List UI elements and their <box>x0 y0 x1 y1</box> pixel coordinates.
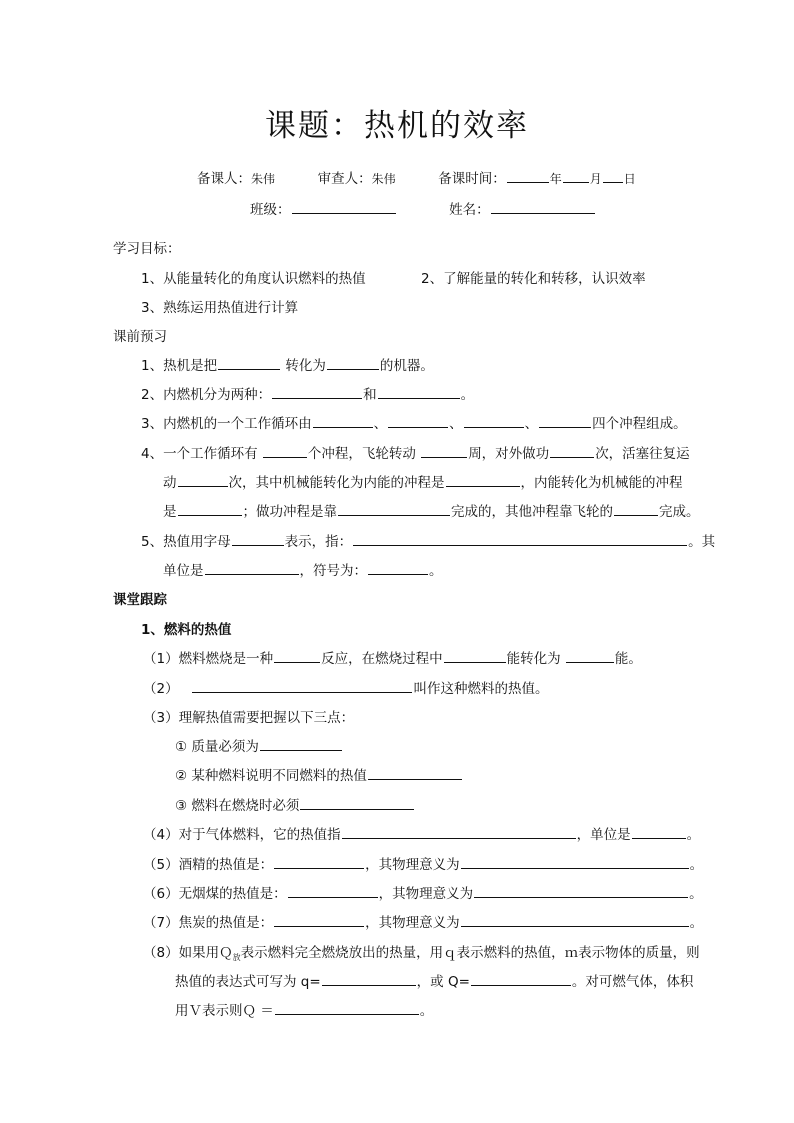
answer-blank[interactable] <box>192 680 412 693</box>
year-unit: 年 <box>549 172 562 186</box>
answer-blank[interactable] <box>471 973 571 986</box>
answer-blank[interactable] <box>461 856 689 869</box>
answer-blank[interactable] <box>353 533 687 546</box>
time-label: 备课时间： <box>438 171 506 187</box>
objective-3: 3、熟练运用热值进行计算 <box>141 300 299 316</box>
answer-blank[interactable] <box>322 973 416 986</box>
answer-blank[interactable] <box>327 357 379 370</box>
classroom-p3-1: ① 质量必须为 <box>175 738 343 756</box>
answer-blank[interactable] <box>274 650 320 663</box>
preview-q2: 2、内燃机分为两种： 和 。 <box>141 387 475 403</box>
class-label: 班级： <box>250 202 291 218</box>
answer-blank[interactable] <box>368 767 462 780</box>
header-row <box>197 170 636 188</box>
answer-blank[interactable] <box>342 826 576 839</box>
reviewer-name: 朱伟 <box>371 172 396 186</box>
answer-blank[interactable] <box>464 415 524 428</box>
answer-blank[interactable] <box>444 650 506 663</box>
month-unit: 月 <box>589 172 602 186</box>
classroom-p8-line3: 用Ｖ表示则Ｑ ＝ 。 <box>175 1003 434 1019</box>
name-label: 姓名： <box>449 202 490 218</box>
classroom-p7: （7）焦炭的热值是： ，其物理意义为 。 <box>143 915 704 931</box>
answer-blank[interactable] <box>263 445 307 458</box>
subscript-fang: 放 <box>232 953 241 962</box>
classroom-p8-line1: （8）如果用Ｑ$_放$表示燃料完全燃烧放出的热量，用ｑ表示燃料的热值，ｍ表示物体的质量，则 <box>143 945 700 962</box>
answer-blank[interactable] <box>275 1002 419 1015</box>
answer-blank[interactable] <box>421 445 467 458</box>
preview-q5-line2: 单位是 ，符号为： 。 <box>163 563 443 579</box>
month-blank[interactable] <box>563 170 589 183</box>
answer-blank[interactable] <box>260 738 342 751</box>
year-blank[interactable] <box>507 170 549 183</box>
day-blank[interactable] <box>603 170 623 183</box>
day-unit: 日 <box>623 172 636 186</box>
classroom-p6: （6）无烟煤的热值是： ，其物理意义为 。 <box>143 886 703 902</box>
class-blank[interactable] <box>292 201 396 214</box>
answer-blank[interactable] <box>566 650 614 663</box>
classroom-p8-line2: 热值的表达式可写为 q= ，或 Q= 。对可燃气体，体积 <box>175 974 694 990</box>
answer-blank[interactable] <box>550 445 594 458</box>
answer-blank[interactable] <box>218 357 280 370</box>
answer-blank[interactable] <box>288 885 378 898</box>
objective-1: 1、从能量转化的角度认识燃料的热值 <box>141 271 366 287</box>
classroom-p4: （4）对于气体燃料，它的热值指 ，单位是 。 <box>143 827 701 843</box>
answer-blank[interactable] <box>274 914 364 927</box>
answer-blank[interactable] <box>368 562 428 575</box>
answer-blank[interactable] <box>614 503 658 516</box>
preview-q5-line1: 5、热值用字母 表示，指： 。其 <box>141 534 716 550</box>
page-title: 课题：热机的效率 <box>265 108 529 144</box>
preview-q4-line2: 动 次，其中机械能转化为内能的冲程是 ，内能转化为机械能的冲程 <box>163 475 683 491</box>
preview-q3: 3、内燃机的一个工作循环由 、 、 、 四个冲程组成。 <box>141 416 687 432</box>
objective-2: 2、了解能量的转化和转移，认识效率 <box>421 271 646 287</box>
answer-blank[interactable] <box>205 562 299 575</box>
classroom-p2: （2） 叫作这种燃料的热值。 <box>143 681 549 697</box>
preview-q1: 1、热机是把 转化为 的机器。 <box>141 358 434 374</box>
objectives-heading: 学习目标： <box>113 241 181 257</box>
classroom-p3-3: ③ 燃料在燃烧时必须 <box>175 797 415 815</box>
name-blank[interactable] <box>491 201 595 214</box>
preview-q4-line1: 4、一个工作循环有 个冲程，飞轮转动 周，对外做功 次，活塞往复运 <box>141 446 690 462</box>
answer-blank[interactable] <box>461 914 689 927</box>
answer-blank[interactable] <box>300 797 414 810</box>
answer-blank[interactable] <box>338 503 450 516</box>
answer-blank[interactable] <box>274 856 364 869</box>
answer-blank[interactable] <box>539 415 591 428</box>
answer-blank[interactable] <box>313 415 373 428</box>
classroom-p5: （5）酒精的热值是： ，其物理意义为 。 <box>143 857 704 873</box>
classroom-p3: （3）理解热值需要把握以下三点： <box>143 710 355 726</box>
answer-blank[interactable] <box>474 885 688 898</box>
answer-blank[interactable] <box>232 533 284 546</box>
section-1-heading: 1、燃料的热值 <box>141 622 232 638</box>
answer-blank[interactable] <box>378 386 460 399</box>
classroom-p3-2: ② 某种燃料说明不同燃料的热值 <box>175 767 463 785</box>
reviewer-label: 审查人： <box>317 171 372 187</box>
preparer-name: 朱伟 <box>251 172 276 186</box>
answer-blank[interactable] <box>178 474 228 487</box>
preview-q4-line3: 是 ；做功冲程是靠 完成的，其他冲程靠飞轮的 完成。 <box>163 504 700 520</box>
preview-heading: 课前预习 <box>113 329 167 345</box>
classroom-p1: （1）燃料燃烧是一种 反应，在燃烧过程中 能转化为 能。 <box>143 651 642 667</box>
answer-blank[interactable] <box>446 474 520 487</box>
answer-blank[interactable] <box>388 415 448 428</box>
answer-blank[interactable] <box>632 826 686 839</box>
answer-blank[interactable] <box>272 386 362 399</box>
answer-blank[interactable] <box>178 503 242 516</box>
classroom-heading: 课堂跟踪 <box>113 592 167 608</box>
preparer-label: 备课人： <box>197 171 251 187</box>
class-name-row <box>250 201 596 219</box>
